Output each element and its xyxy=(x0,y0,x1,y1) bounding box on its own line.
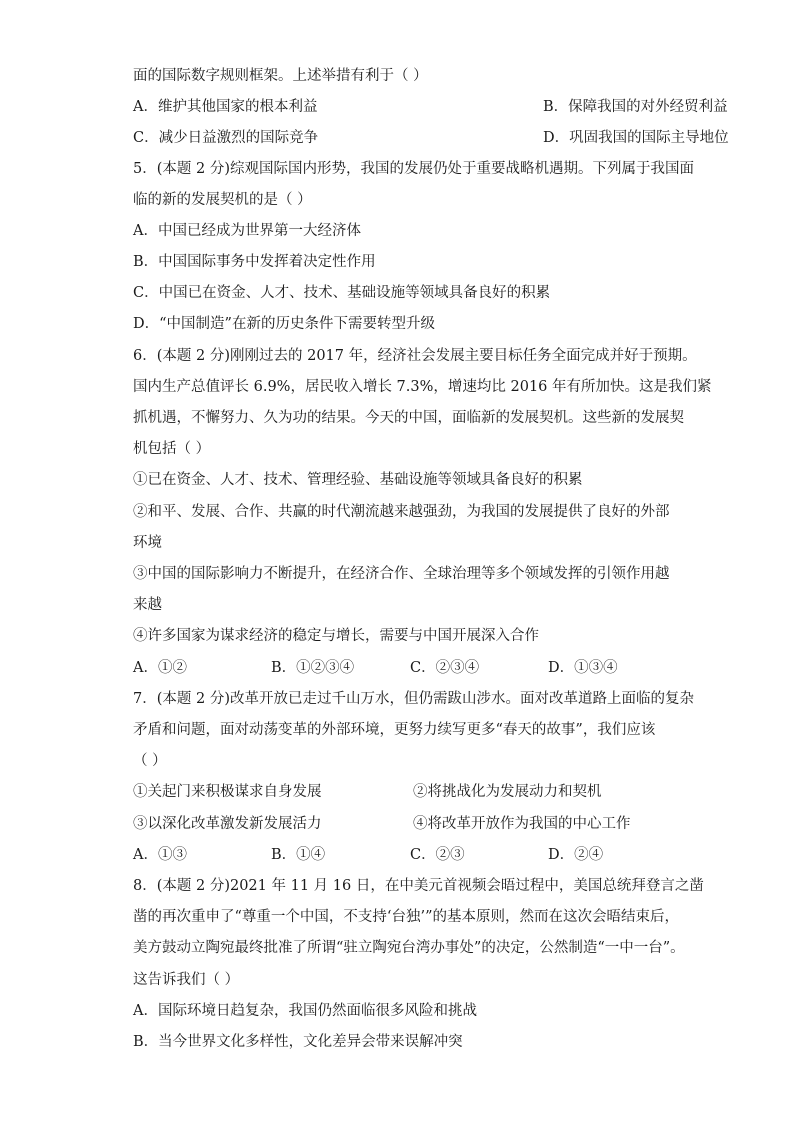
q4-option-d[interactable]: D．巩固我国的国际主导地位 xyxy=(543,130,729,146)
q6-statement-4: ④许多国家为谋求经济的稳定与增长，需要与中国开展深入合作 xyxy=(133,628,539,644)
q8-stem-line-4: 这告诉我们（ ） xyxy=(133,972,240,988)
q4-option-c[interactable]: C．减少日益激烈的国际竞争 xyxy=(133,130,319,146)
q8-option-b[interactable]: B．当今世界文化多样性，文化差异会带来误解冲突 xyxy=(133,1034,463,1050)
q5-stem-line-2: 临的新的发展契机的是（ ） xyxy=(133,192,312,208)
q7-stem-line-3: （ ） xyxy=(133,753,167,769)
q7-stem-line-1: 7．(本题 2 分)改革开放已走过千山万水，但仍需跋山涉水。面对改革道路上面临的复杂 xyxy=(133,691,694,707)
q6-statement-1: ①已在资金、人才、技术、管理经验、基础设施等领域具备良好的积累 xyxy=(133,472,583,488)
q5-option-d[interactable]: D．“中国制造”在新的历史条件下需要转型升级 xyxy=(133,316,435,332)
q7-option-d[interactable]: D．②④ xyxy=(548,847,604,863)
q4-stem-continuation: 面的国际数字规则框架。上述举措有利于（ ） xyxy=(133,68,428,84)
q6-option-d[interactable]: D．①③④ xyxy=(548,660,618,676)
q6-stem-line-4: 机包括（ ） xyxy=(133,441,211,457)
q6-option-b[interactable]: B．①②③④ xyxy=(271,660,355,676)
q7-statement-4: ④将改革开放作为我国的中心工作 xyxy=(413,816,631,832)
q6-stem-line-1: 6．(本题 2 分)刚刚过去的 2017 年，经济社会发展主要目标任务全面完成并好于预期。 xyxy=(133,348,697,364)
q6-statement-3-cont: 来越 xyxy=(133,597,162,613)
q6-stem-line-3: 抓机遇，不懈努力、久为功的结果。今天的中国，面临新的发展契机。这些新的发展契 xyxy=(133,410,684,426)
q6-option-a[interactable]: A．①② xyxy=(133,660,187,676)
q4-options-row-2 xyxy=(133,128,729,148)
q7-statement-3: ③以深化改革激发新发展活力 xyxy=(133,816,322,832)
q7-option-a[interactable]: A．①③ xyxy=(133,847,187,863)
q4-option-a[interactable]: A．维护其他国家的根本利益 xyxy=(133,99,318,115)
q7-statements-row-1 xyxy=(133,782,602,802)
q5-option-a[interactable]: A．中国已经成为世界第一大经济体 xyxy=(133,223,361,239)
q5-option-b[interactable]: B．中国国际事务中发挥着决定性作用 xyxy=(133,254,376,270)
q5-stem-line-1: 5．(本题 2 分)综观国际国内形势，我国的发展仍处于重要战略机遇期。下列属于我国面 xyxy=(133,161,694,177)
q7-statement-1: ①关起门来积极谋求自身发展 xyxy=(133,784,322,800)
q7-statement-2: ②将挑战化为发展动力和契机 xyxy=(413,784,602,800)
q6-statement-3: ③中国的国际影响力不断提升，在经济合作、全球治理等多个领域发挥的引领作用越 xyxy=(133,566,670,582)
q7-option-c[interactable]: C．②③ xyxy=(410,847,465,863)
q4-option-b[interactable]: B．保障我国的对外经贸利益 xyxy=(543,99,728,115)
q6-option-c[interactable]: C．②③④ xyxy=(410,660,480,676)
q4-options-row-1 xyxy=(133,97,728,117)
q8-stem-line-2: 凿的再次重申了“尊重一个中国，不支持‘台独’”的基本原则，然而在这次会晤结束后， xyxy=(133,909,680,925)
q8-stem-line-3: 美方鼓动立陶宛最终批准了所谓“驻立陶宛台湾办事处”的决定，公然制造“一中一台”。 xyxy=(133,940,685,956)
q8-stem-line-1: 8．(本题 2 分)2021 年 11 月 16 日，在中美元首视频会晤过程中，美国总统拜登言之凿 xyxy=(133,878,704,894)
q8-option-a[interactable]: A．国际环境日趋复杂，我国仍然面临很多风险和挑战 xyxy=(133,1003,477,1019)
q7-option-b[interactable]: B．①④ xyxy=(271,847,326,863)
q5-option-c[interactable]: C．中国已在资金、人才、技术、基础设施等领域具备良好的积累 xyxy=(133,285,551,301)
q7-statements-row-2 xyxy=(133,814,631,834)
q6-statement-2-cont: 环境 xyxy=(133,535,162,551)
q7-stem-line-2: 矛盾和问题，面对动荡变革的外部环境，更努力续写更多“春天的故事”，我们应该 xyxy=(133,722,656,738)
q6-statement-2: ②和平、发展、合作、共赢的时代潮流越来越强劲，为我国的发展提供了良好的外部 xyxy=(133,504,670,520)
q6-stem-line-2: 国内生产总值评长 6.9%，居民收入增长 7.3%，增速均比 2016 年有所加快。这是我们紧 xyxy=(133,379,712,395)
